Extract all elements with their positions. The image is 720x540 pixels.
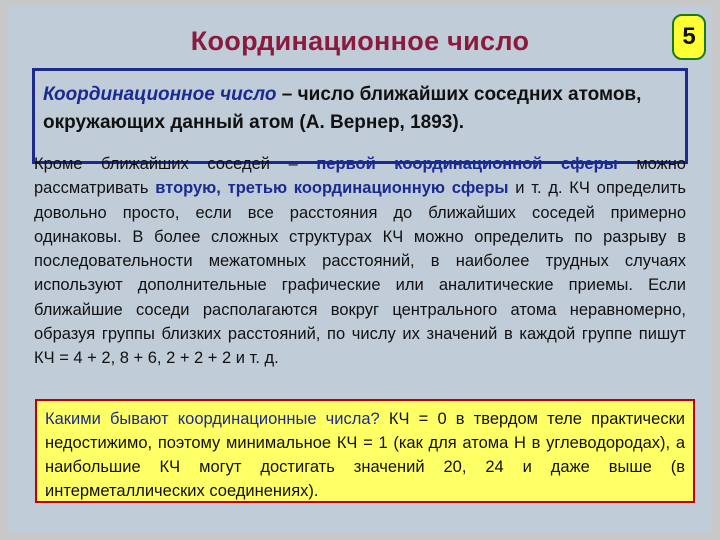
- definition-term: Координационное число: [43, 84, 277, 105]
- body-highlight-first-sphere: первой координационной сферы: [316, 155, 618, 173]
- slide: [8, 6, 712, 534]
- definition-text: – число ближайших соседних атомов, окружающих данный атом (А. Вернер, 1893).: [43, 84, 642, 133]
- question-text: Какими бывают координационные числа?: [45, 410, 380, 428]
- body-paragraph: [34, 152, 686, 371]
- body-text-2: можно рассматривать: [34, 155, 686, 198]
- body-highlight-other-spheres: вторую, третью координационную сферы: [155, 179, 509, 198]
- body-text-1: Кроме ближайших соседей –: [34, 155, 317, 173]
- definition-box: [32, 68, 688, 164]
- slide-number-badge: 5: [672, 14, 706, 60]
- slide-title: Координационное число: [190, 26, 530, 56]
- answer-text: КЧ = 0 в твердом теле практически недостижимо, поэтому минимальное КЧ = 1 (как для атома Н в углеводородах), а наибольшие КЧ могут достигать значений 20, 24 и даже выше (в интерметаллических соединениях).: [45, 410, 686, 500]
- body-text-3: и т. д. КЧ определить довольно просто, если все расстояния до ближайших соседей примерно одинаковы. В более сложных структурах КЧ можно определить по разрыву в последовательности межатомных расстояний, в наиболее трудных случаях используют дополнительные графические или аналитические приемы. Если ближайшие соседи располагаются вокруг центрального атома неравномерно, образуя группы близких расстояний, по числу их значений в каждой группе пишут КЧ = 4 + 2, 8 + 6, 2 + 2 + 2 и т. д.: [34, 179, 687, 368]
- question-box: [35, 399, 695, 503]
